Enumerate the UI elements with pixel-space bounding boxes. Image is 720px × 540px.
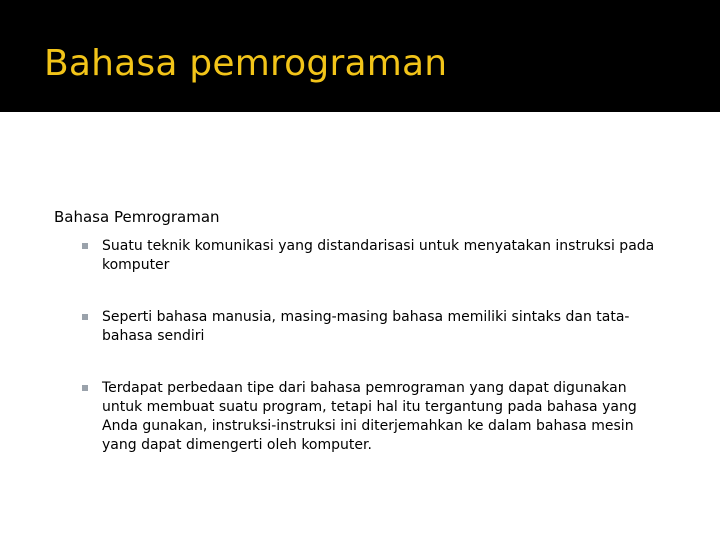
bullet-text: Terdapat perbedaan tipe dari bahasa pemrograman yang dapat digunakan untuk membuat suatu program, tetapi hal itu tergantung pada bahasa yang Anda gunakan, instruksi-instruksi ini diterjemahkan ke dalam bahasa mesin yang dapat dimengerti oleh komputer.	[102, 380, 637, 453]
bullet-text: Seperti bahasa manusia, masing-masing bahasa memiliki sintaks dan tata-bahasa sendiri	[102, 309, 630, 344]
bullet-item	[82, 379, 672, 455]
slide-title: Bahasa pemrograman	[44, 43, 448, 84]
bullet-text: Suatu teknik komunikasi yang distandarisasi untuk menyatakan instruksi pada komputer	[102, 238, 655, 273]
section-heading: Bahasa Pemrograman	[54, 208, 220, 226]
bullet-item	[82, 237, 672, 275]
bullet-item	[82, 308, 672, 346]
square-bullet-icon	[82, 385, 88, 391]
square-bullet-icon	[82, 243, 88, 249]
square-bullet-icon	[82, 314, 88, 320]
